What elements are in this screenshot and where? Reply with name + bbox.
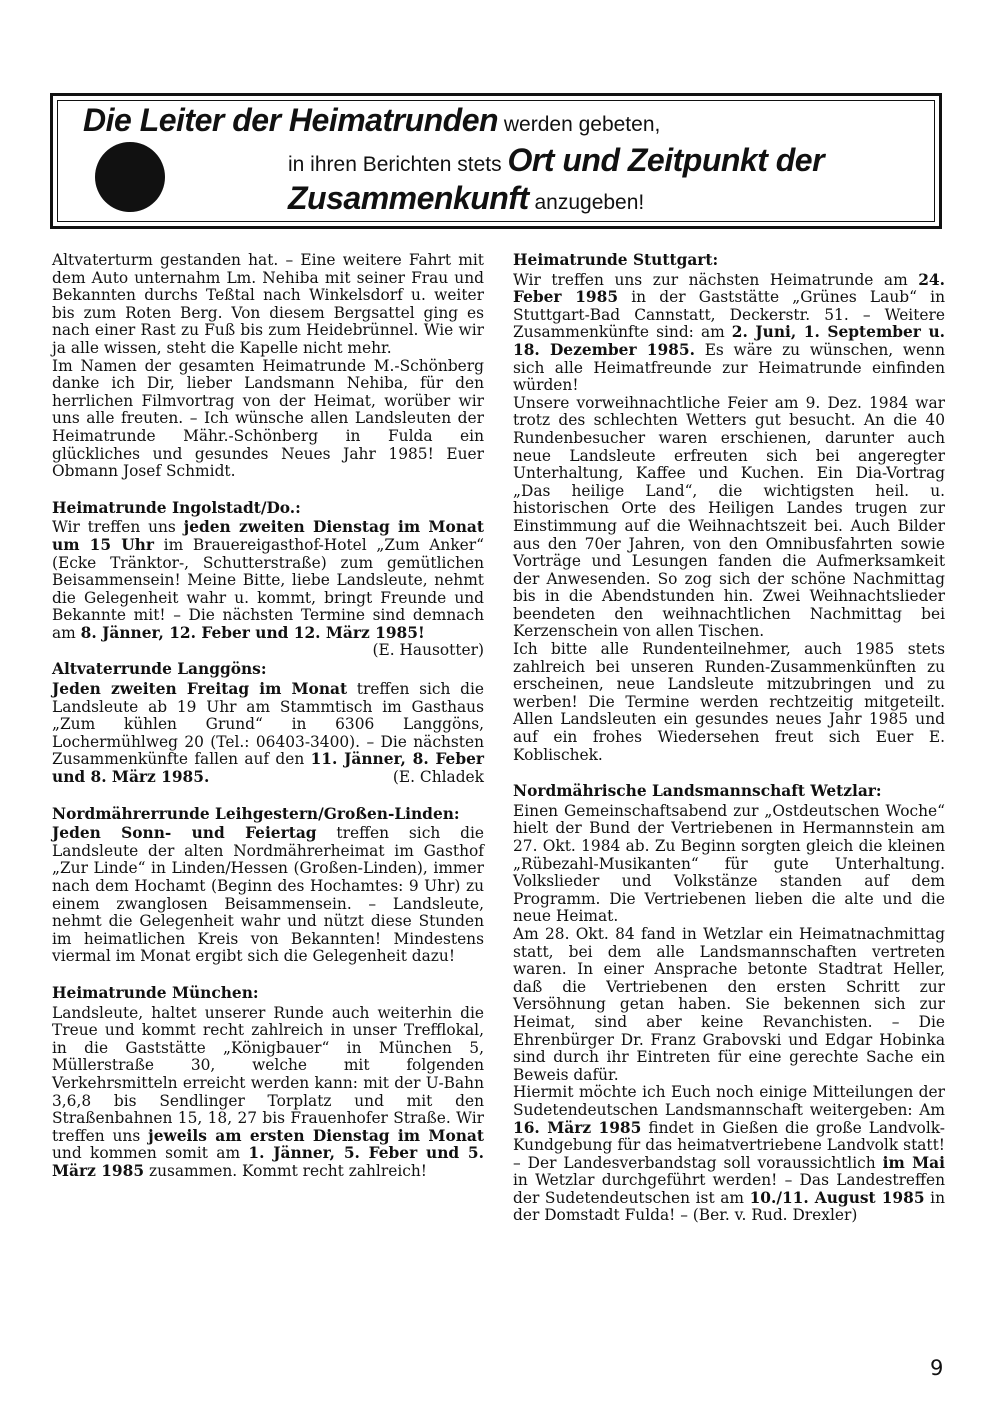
- wetzlar-paragraph-1: Einen Gemeinschaftsabend zur „Ostdeutschen Woche“ hielt der Bund der Vertriebenen in Hermannstein am 27. Okt. 1984 ab. Zu Beginn sorgten gleich die kleinen „Rübezahl-Musikanten“ für gute Unterhaltung. Volkslieder und Volkstänze standen auf dem Programm. Die Vertriebenen lieben die alte und die neue Heimat.: [513, 801, 945, 926]
- left-column: [52, 252, 484, 1181]
- notice-line-1-bold: Die Leiter der Heimatrunden: [83, 102, 499, 138]
- stuttgart-body: Wir treffen uns zur nächsten Heimatrunde am 24. Feber 1985 in der Gaststätte „Grünes Laub“ in Stuttgart-Bad Cannstatt, Deckerstr. 51. – Weitere Zusammenkünfte sind: am 2. Juni, 1. September u. 18. Dezember 1985. Es wäre zu wünschen, wenn sich alle Heimatfreunde zur Heimatrunde einfinden würden!: [513, 270, 945, 395]
- right-column: [513, 252, 945, 1225]
- langgoens-body: Jeden zweiten Freitag im Monat treffen sich die Landsleute ab 19 Uhr am Stammtisch im Gasthaus „Zum kühlen Grund“ in 6306 Langgöns, Lochermühlweg 20 (Tel.: 06403-3400). – Die nächsten Zusammenkünfte fallen auf den 11. Jänner, 8. Feber und 8. März 1985. (E. Chladek: [52, 680, 484, 787]
- notice-line-2: [288, 142, 824, 179]
- notice-line-3-rest: anzugeben!: [528, 191, 645, 214]
- notice-line-3-bold: Zusammenkunft: [288, 180, 529, 216]
- bullet-dot-icon: [95, 142, 165, 212]
- muenchen-body: Landsleute, haltet unserer Runde auch weiterhin die Treue und kommt recht zahlreich in unser Trefflokal, in die Gaststätte „Königbauer“ in München 5, Müllerstraße 30, welche mit folgenden Verkehrsmitteln erreicht werden kann: mit der U-Bahn 3,6,8 bis Sendlinger Torplatz und mit den Straßenbahnen 15, 18, 27 bis Frauenhofer Straße. Wir treffen uns jeweils am ersten Dienstag im Monat und kommen somit am 1. Jänner, 5. Feber und 5. März 1985 zusammen. Kommt recht zahlreich!: [52, 1003, 484, 1180]
- notice-line-1: [83, 102, 660, 139]
- notice-box: [50, 93, 942, 229]
- stuttgart-paragraph-2: Unsere vorweihnachtliche Feier am 9. Dez. 1984 war trotz des schlechten Wetters gut besucht. An die 40 Rundenbesucher waren erschienen, darunter auch neue Landsleute erfreuten sich bei angeregter Unterhaltung, Kaffee und Kuchen. Ein Dia-Vortrag „Das heilige Land“, die wichtigsten heil. u. historischen Orte des Heiligen Landes trugen zur Einstimmung auf die Weihnachtszeit bei. Auch Bilder aus den 70er Jahren, von den Omnibusfahrten sowie Vorträge und Lesungen fanden die Aufmerksamkeit der Anwesenden. So zog sich der schöne Nachmittag bis in die Abendstunden hin. Zwei Weihnachtslieder beendeten den weihnachtlichen Nachmittag bei Kerzenschein von allen Tischen.: [513, 393, 945, 641]
- stuttgart-paragraph-3: Ich bitte alle Rundenteilnehmer, auch 1985 stets zahlreich bei unseren Runden-Zusammenkünften zu erscheinen, neue Landsleute mitzubringen und zu werben! Die Termine werden rechtzeitig mitgeteilt. Allen Landsleuten ein gesundes neues Jahr 1985 und auf ein frohes Wiedersehen freut sich Euer E. Koblischek.: [513, 640, 945, 764]
- langgoens-heading: Altvaterrunde Langgöns:: [52, 660, 267, 679]
- muenchen-heading: Heimatrunde München:: [52, 983, 259, 1002]
- ingolstadt-signature: (E. Hausotter): [372, 641, 484, 660]
- notice-line-1-rest: werden gebeten,: [498, 113, 661, 136]
- wetzlar-paragraph-2: Am 28. Okt. 84 fand in Wetzlar ein Heimatnachmittag statt, bei dem alle Landsmannschaften vertreten waren. In einer Ansprache betonte Stadtrat Heller, daß die Vertriebenen den ersten Schritt zur Versöhnung getan haben. Sie bekennen sich zur Heimat, sind aber keine Revanchisten. – Die Ehrenbürger Dr. Franz Grabovski und Edgar Hobinka sind durch ihr Eintreten für eine gerechte Sache ein Beweis dafür.: [513, 924, 945, 1084]
- ingolstadt-heading: Heimatrunde Ingolstadt/Do.:: [52, 498, 301, 517]
- notice-line-2-lead: in ihren Berichten stets: [288, 153, 508, 176]
- intro-paragraph: Im Namen der gesamten Heimatrunde M.-Schönberg danke ich Dir, lieber Landsmann Nehiba, für den herrlichen Filmvortrag von der Heimat, worüber wir uns alle freuten. – Ich wünsche allen Landsleuten der Heimatrunde Mähr.-Schönberg in Fulda ein glückliches und gesundes Neues Jahr 1985! Euer Obmann Josef Schmidt.: [52, 356, 484, 481]
- wetzlar-paragraph-3: Hiermit möchte ich Euch noch einige Mitteilungen der Sudetendeutschen Landsmannschaft weitergeben: Am 16. März 1985 findet in Gießen die große Landvolk-Kundgebung für das heimatvertriebene Landvolk statt! – Der Landesverbandstag soll voraussichtlich im Mai in Wetzlar durchgeführt werden! – Das Landestreffen der Sudetendeutschen ist am 10./11. August 1985 in der Domstadt Fulda! – (Ber. v. Rud. Drexler): [513, 1083, 945, 1225]
- langgoens-signature: (E. Chladek: [392, 768, 484, 787]
- leihgestern-body: Jeden Sonn- und Feiertag treffen sich die Landsleute der alten Nordmährerheimat im Gasthof „Zur Linde“ in Linden/Hessen (Großen-Linden), immer nach dem Hochamt (Beginn des Hochamtes: 9 Uhr) zu einem zwanglosen Beisammensein. – Landsleute, nehmt die Gelegenheit wahr und nützt diese Stunden im heimatlichen Kreis von Bekannten! Mindestens viermal im Monat ergibt sich die Gelegenheit dazu!: [52, 824, 484, 966]
- wetzlar-heading: Nordmährische Landsmannschaft Wetzlar:: [513, 782, 882, 801]
- page-number: 9: [930, 1356, 944, 1380]
- notice-line-3: [288, 180, 644, 217]
- stuttgart-heading: Heimatrunde Stuttgart:: [513, 251, 719, 269]
- leihgestern-heading: Nordmährerrunde Leihgestern/Großen-Linden:: [52, 804, 460, 823]
- notice-line-2-bold: Ort und Zeitpunkt der: [507, 142, 825, 178]
- ingolstadt-body: Wir treffen uns jeden zweiten Dienstag im Monat um 15 Uhr im Brauereigasthof-Hotel „Zum Anker“ (Ecke Tränktor-, Schutterstraße) zum gemütlichen Beisammensein! Meine Bitte, liebe Landsleute, nehmt die Gelegenheit wahr u. kommt, bringt Freunde und Bekannte mit! – Die nächsten Termine sind demnach am 8. Jänner, 12. Feber und 12. März 1985! (E. Hausotter): [52, 518, 484, 660]
- intro-paragraph: Altvaterturm gestanden hat. – Eine weitere Fahrt mit dem Auto unternahm Lm. Nehiba mit seiner Frau und Bekannten durchs Teßtal nach Winkelsdorf u. weiter bis zum Roten Berg. Von diesem Bergsattel ging es nach einer Rast zu Fuß bis zum Heidebrünnel. Wie wir ja alle wissen, steht die Kapelle nicht mehr.: [52, 251, 484, 357]
